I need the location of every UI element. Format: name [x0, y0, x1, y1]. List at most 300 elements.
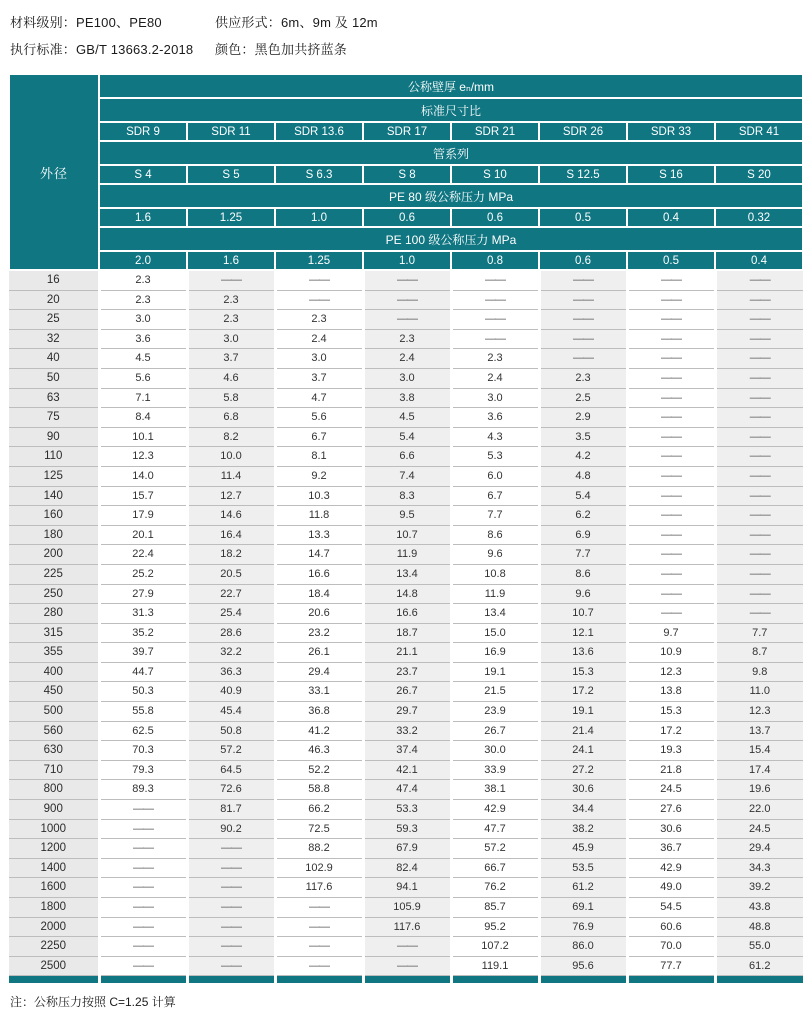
thickness-cell: —— — [627, 388, 715, 408]
thickness-cell: 79.3 — [99, 760, 187, 780]
thickness-cell: —— — [539, 310, 627, 330]
thickness-cell: 42.9 — [451, 800, 539, 820]
table-row — [9, 486, 803, 506]
thickness-cell: —— — [715, 427, 803, 447]
thickness-cell: 9.2 — [275, 466, 363, 486]
thickness-cell: 2.9 — [539, 408, 627, 428]
outer-diameter-cell: 280 — [9, 604, 99, 624]
thickness-cell: —— — [715, 447, 803, 467]
thickness-cell: 3.5 — [539, 427, 627, 447]
thickness-cell: 3.7 — [187, 349, 275, 369]
outer-diameter-cell: 355 — [9, 643, 99, 663]
thickness-cell: 60.6 — [627, 917, 715, 937]
color-text: 颜色：黑色加共挤蓝条 — [215, 42, 348, 57]
thickness-cell: 20.5 — [187, 564, 275, 584]
thickness-cell: 15.7 — [99, 486, 187, 506]
thickness-cell: 47.7 — [451, 819, 539, 839]
thickness-cell: —— — [715, 368, 803, 388]
thickness-cell: 34.3 — [715, 858, 803, 878]
outer-diameter-cell: 1600 — [9, 878, 99, 898]
series-header-cell: S 6.3 — [275, 165, 363, 184]
thickness-cell: 20.1 — [99, 525, 187, 545]
thickness-cell: 95.2 — [451, 917, 539, 937]
table-row — [9, 604, 803, 624]
series-header-cell: S 5 — [187, 165, 275, 184]
thickness-cell: 22.4 — [99, 545, 187, 565]
thickness-cell: 7.1 — [99, 388, 187, 408]
table-row — [9, 564, 803, 584]
thickness-cell: 41.2 — [275, 721, 363, 741]
thickness-cell: 43.8 — [715, 898, 803, 918]
thickness-cell: 3.8 — [363, 388, 451, 408]
thickness-cell: 30.0 — [451, 741, 539, 761]
outer-diameter-cell: 1000 — [9, 819, 99, 839]
outer-diameter-cell: 125 — [9, 466, 99, 486]
thickness-cell: 2.4 — [275, 329, 363, 349]
table-row — [9, 349, 803, 369]
table-body — [9, 270, 803, 976]
outer-diameter-cell: 1200 — [9, 839, 99, 859]
wall-thickness-header: 公称壁厚 eₙ/mm — [99, 74, 803, 98]
thickness-cell: —— — [715, 486, 803, 506]
thickness-cell: 5.4 — [539, 486, 627, 506]
thickness-cell: 10.3 — [275, 486, 363, 506]
thickness-cell: 90.2 — [187, 819, 275, 839]
thickness-cell: 77.7 — [627, 956, 715, 976]
thickness-cell: —— — [627, 486, 715, 506]
thickness-cell: —— — [99, 800, 187, 820]
pe80-pressure-cell: 0.4 — [627, 208, 715, 227]
thickness-cell: —— — [715, 604, 803, 624]
thickness-cell: 95.6 — [539, 956, 627, 976]
thickness-cell: —— — [451, 290, 539, 310]
thickness-cell: —— — [627, 329, 715, 349]
thickness-cell: —— — [99, 937, 187, 957]
sdr-header-cell: SDR 41 — [715, 122, 803, 141]
series-header-cell: S 10 — [451, 165, 539, 184]
thickness-cell: 72.5 — [275, 819, 363, 839]
thickness-cell: 19.1 — [451, 662, 539, 682]
thickness-cell: —— — [275, 917, 363, 937]
sdr-header-cell: SDR 11 — [187, 122, 275, 141]
thickness-cell: 8.7 — [715, 643, 803, 663]
table-row — [9, 721, 803, 741]
thickness-cell: —— — [275, 898, 363, 918]
thickness-cell: 69.1 — [539, 898, 627, 918]
thickness-cell: —— — [187, 956, 275, 976]
thickness-cell: 24.1 — [539, 741, 627, 761]
thickness-cell: 59.3 — [363, 819, 451, 839]
thickness-cell: 23.9 — [451, 702, 539, 722]
thickness-cell: 70.0 — [627, 937, 715, 957]
thickness-cell: 76.2 — [451, 878, 539, 898]
thickness-cell: —— — [627, 525, 715, 545]
thickness-cell: 2.3 — [99, 290, 187, 310]
outer-diameter-header: 外径 — [9, 74, 99, 270]
thickness-cell: 82.4 — [363, 858, 451, 878]
thickness-cell: 2.3 — [451, 349, 539, 369]
outer-diameter-cell: 450 — [9, 682, 99, 702]
thickness-cell: 38.1 — [451, 780, 539, 800]
pe100-pressure-cell: 2.0 — [99, 251, 187, 270]
thickness-cell: —— — [539, 290, 627, 310]
table-row — [9, 839, 803, 859]
pipe-series-header: 管系列 — [99, 141, 803, 165]
sdr-header-cell: SDR 13.6 — [275, 122, 363, 141]
thickness-cell: 72.6 — [187, 780, 275, 800]
thickness-cell: 18.7 — [363, 623, 451, 643]
thickness-cell: 27.2 — [539, 760, 627, 780]
thickness-cell: 12.3 — [99, 447, 187, 467]
table-row — [9, 545, 803, 565]
thickness-cell: —— — [715, 310, 803, 330]
thickness-cell: 24.5 — [715, 819, 803, 839]
thickness-cell: 17.2 — [539, 682, 627, 702]
thickness-cell: 11.9 — [451, 584, 539, 604]
table-row — [9, 584, 803, 604]
thickness-cell: 3.0 — [451, 388, 539, 408]
material-grade-text: 材料级别：PE100、PE80 — [10, 15, 162, 30]
sdr-section-header: 标准尺寸比 — [99, 98, 803, 122]
thickness-cell: 30.6 — [539, 780, 627, 800]
thickness-cell: —— — [99, 917, 187, 937]
outer-diameter-cell: 900 — [9, 800, 99, 820]
pe100-pressure-cell: 0.4 — [715, 251, 803, 270]
thickness-cell: 17.9 — [99, 506, 187, 526]
thickness-cell: 117.6 — [363, 917, 451, 937]
thickness-cell: 29.4 — [715, 839, 803, 859]
pe100-pressure-cell: 1.25 — [275, 251, 363, 270]
thickness-cell: 33.2 — [363, 721, 451, 741]
thickness-cell: 11.4 — [187, 466, 275, 486]
thickness-cell: 2.4 — [363, 349, 451, 369]
thickness-cell: —— — [187, 898, 275, 918]
thickness-cell: 26.7 — [363, 682, 451, 702]
outer-diameter-cell: 710 — [9, 760, 99, 780]
thickness-cell: 13.7 — [715, 721, 803, 741]
thickness-cell: 27.6 — [627, 800, 715, 820]
thickness-cell: —— — [627, 368, 715, 388]
thickness-cell: —— — [715, 584, 803, 604]
thickness-cell: 10.1 — [99, 427, 187, 447]
thickness-cell: 2.3 — [275, 310, 363, 330]
thickness-cell: 4.5 — [99, 349, 187, 369]
pe100-pressure-cell: 0.6 — [539, 251, 627, 270]
outer-diameter-cell: 560 — [9, 721, 99, 741]
thickness-cell: 36.7 — [627, 839, 715, 859]
thickness-cell: 29.4 — [275, 662, 363, 682]
sdr-header-cell: SDR 33 — [627, 122, 715, 141]
pe100-pressure-cell: 1.6 — [187, 251, 275, 270]
thickness-cell: 5.6 — [275, 408, 363, 428]
outer-diameter-cell: 200 — [9, 545, 99, 565]
thickness-cell: —— — [715, 388, 803, 408]
footnote-text: 注：公称压力按照 C=1.25 计算 — [10, 995, 176, 1010]
thickness-cell: —— — [99, 819, 187, 839]
thickness-cell: 28.6 — [187, 623, 275, 643]
outer-diameter-cell: 315 — [9, 623, 99, 643]
thickness-cell: 4.8 — [539, 466, 627, 486]
thickness-cell: 66.7 — [451, 858, 539, 878]
thickness-cell: 61.2 — [715, 956, 803, 976]
outer-diameter-cell: 90 — [9, 427, 99, 447]
thickness-cell: 38.2 — [539, 819, 627, 839]
sdr-header-cell: SDR 17 — [363, 122, 451, 141]
thickness-cell: —— — [715, 506, 803, 526]
thickness-cell: 105.9 — [363, 898, 451, 918]
thickness-cell: —— — [715, 270, 803, 290]
outer-diameter-cell: 110 — [9, 447, 99, 467]
thickness-cell: 21.8 — [627, 760, 715, 780]
thickness-cell: 49.0 — [627, 878, 715, 898]
thickness-cell: 10.7 — [363, 525, 451, 545]
pe80-pressure-cell: 1.25 — [187, 208, 275, 227]
series-values-row — [9, 165, 803, 184]
outer-diameter-cell: 160 — [9, 506, 99, 526]
thickness-cell: 29.7 — [363, 702, 451, 722]
thickness-cell: —— — [363, 290, 451, 310]
thickness-cell: 117.6 — [275, 878, 363, 898]
thickness-cell: —— — [627, 290, 715, 310]
thickness-cell: 13.3 — [275, 525, 363, 545]
thickness-cell: —— — [451, 329, 539, 349]
thickness-cell: 5.8 — [187, 388, 275, 408]
thickness-cell: 4.5 — [363, 408, 451, 428]
outer-diameter-cell: 500 — [9, 702, 99, 722]
thickness-cell: 6.6 — [363, 447, 451, 467]
thickness-cell: 12.7 — [187, 486, 275, 506]
thickness-cell: 13.4 — [363, 564, 451, 584]
table-row — [9, 800, 803, 820]
table-header — [9, 74, 803, 270]
pe100-pressure-cell: 1.0 — [363, 251, 451, 270]
thickness-cell: 11.9 — [363, 545, 451, 565]
thickness-cell: 12.1 — [539, 623, 627, 643]
thickness-cell: 22.7 — [187, 584, 275, 604]
table-row — [9, 310, 803, 330]
thickness-cell: 2.5 — [539, 388, 627, 408]
thickness-cell: 13.6 — [539, 643, 627, 663]
thickness-cell: 3.6 — [451, 408, 539, 428]
thickness-cell: 40.9 — [187, 682, 275, 702]
outer-diameter-cell: 63 — [9, 388, 99, 408]
thickness-cell: 5.3 — [451, 447, 539, 467]
series-header-cell: S 12.5 — [539, 165, 627, 184]
thickness-cell: 15.4 — [715, 741, 803, 761]
table-row — [9, 682, 803, 702]
thickness-cell: 25.4 — [187, 604, 275, 624]
thickness-cell: 6.7 — [451, 486, 539, 506]
thickness-cell: 3.0 — [275, 349, 363, 369]
sdr-header-cell: SDR 21 — [451, 122, 539, 141]
thickness-cell: 10.8 — [451, 564, 539, 584]
pe100-pressure-cell: 0.5 — [627, 251, 715, 270]
table-row — [9, 937, 803, 957]
thickness-cell: 2.3 — [99, 270, 187, 290]
thickness-cell: 85.7 — [451, 898, 539, 918]
table-row — [9, 623, 803, 643]
thickness-cell: 39.7 — [99, 643, 187, 663]
thickness-cell: —— — [627, 310, 715, 330]
table-row — [9, 270, 803, 290]
thickness-cell: 37.4 — [363, 741, 451, 761]
thickness-cell: 4.3 — [451, 427, 539, 447]
thickness-cell: —— — [715, 349, 803, 369]
thickness-cell: —— — [627, 447, 715, 467]
thickness-cell: 10.9 — [627, 643, 715, 663]
thickness-cell: —— — [363, 956, 451, 976]
pe100-values-row — [9, 251, 803, 270]
thickness-cell: 18.4 — [275, 584, 363, 604]
table-row — [9, 878, 803, 898]
thickness-cell: —— — [99, 898, 187, 918]
thickness-cell: 12.3 — [715, 702, 803, 722]
thickness-cell: —— — [451, 270, 539, 290]
table-row — [9, 819, 803, 839]
thickness-cell: 67.9 — [363, 839, 451, 859]
thickness-cell: 11.8 — [275, 506, 363, 526]
thickness-cell: —— — [627, 506, 715, 526]
thickness-cell: 10.7 — [539, 604, 627, 624]
thickness-cell: —— — [539, 329, 627, 349]
thickness-cell: 14.6 — [187, 506, 275, 526]
thickness-cell: —— — [627, 427, 715, 447]
thickness-cell: 8.3 — [363, 486, 451, 506]
table-row — [9, 329, 803, 349]
outer-diameter-cell: 180 — [9, 525, 99, 545]
outer-diameter-cell: 40 — [9, 349, 99, 369]
thickness-cell: 45.9 — [539, 839, 627, 859]
table-row — [9, 447, 803, 467]
outer-diameter-cell: 1800 — [9, 898, 99, 918]
thickness-cell: —— — [275, 270, 363, 290]
table-row — [9, 662, 803, 682]
outer-diameter-cell: 2250 — [9, 937, 99, 957]
thickness-cell: —— — [539, 270, 627, 290]
thickness-cell: 19.1 — [539, 702, 627, 722]
thickness-cell: 54.5 — [627, 898, 715, 918]
thickness-cell: —— — [275, 290, 363, 310]
thickness-cell: 22.0 — [715, 800, 803, 820]
pe80-pressure-cell: 0.6 — [451, 208, 539, 227]
outer-diameter-cell: 400 — [9, 662, 99, 682]
table-row — [9, 427, 803, 447]
thickness-cell: 14.7 — [275, 545, 363, 565]
thickness-cell: 6.9 — [539, 525, 627, 545]
table-row — [9, 956, 803, 976]
thickness-cell: 86.0 — [539, 937, 627, 957]
table-row — [9, 780, 803, 800]
thickness-cell: —— — [187, 839, 275, 859]
thickness-cell: 21.4 — [539, 721, 627, 741]
thickness-cell: 55.8 — [99, 702, 187, 722]
outer-diameter-cell: 140 — [9, 486, 99, 506]
thickness-cell: 2.4 — [451, 368, 539, 388]
thickness-cell: 102.9 — [275, 858, 363, 878]
thickness-cell: 9.5 — [363, 506, 451, 526]
thickness-cell: 14.0 — [99, 466, 187, 486]
thickness-cell: 33.9 — [451, 760, 539, 780]
thickness-cell: 55.0 — [715, 937, 803, 957]
thickness-cell: 5.4 — [363, 427, 451, 447]
thickness-cell: —— — [187, 858, 275, 878]
thickness-cell: 20.6 — [275, 604, 363, 624]
supply-form-text: 供应形式：6m、9m 及 12m — [215, 15, 378, 30]
thickness-cell: —— — [187, 937, 275, 957]
thickness-cell: 25.2 — [99, 564, 187, 584]
thickness-cell: 21.5 — [451, 682, 539, 702]
thickness-cell: —— — [627, 584, 715, 604]
thickness-cell: 3.0 — [363, 368, 451, 388]
thickness-cell: 50.8 — [187, 721, 275, 741]
table-row — [9, 898, 803, 918]
thickness-cell: 34.4 — [539, 800, 627, 820]
thickness-cell: 17.2 — [627, 721, 715, 741]
thickness-cell: 52.2 — [275, 760, 363, 780]
thickness-cell: —— — [99, 839, 187, 859]
table-row — [9, 290, 803, 310]
thickness-cell: —— — [275, 956, 363, 976]
thickness-cell: 3.0 — [99, 310, 187, 330]
table-row — [9, 466, 803, 486]
table-row — [9, 741, 803, 761]
outer-diameter-cell: 225 — [9, 564, 99, 584]
thickness-cell: —— — [363, 270, 451, 290]
outer-diameter-cell: 800 — [9, 780, 99, 800]
thickness-cell: —— — [715, 408, 803, 428]
pe80-pressure-cell: 1.0 — [275, 208, 363, 227]
thickness-cell: 4.2 — [539, 447, 627, 467]
thickness-cell: —— — [715, 545, 803, 565]
table-row — [9, 643, 803, 663]
thickness-cell: 47.4 — [363, 780, 451, 800]
thickness-cell: 107.2 — [451, 937, 539, 957]
thickness-cell: 7.4 — [363, 466, 451, 486]
thickness-cell: —— — [627, 604, 715, 624]
thickness-cell: 48.8 — [715, 917, 803, 937]
thickness-cell: 2.3 — [539, 368, 627, 388]
thickness-cell: 15.3 — [627, 702, 715, 722]
table-row — [9, 408, 803, 428]
thickness-cell: 119.1 — [451, 956, 539, 976]
table-row — [9, 525, 803, 545]
thickness-cell: 8.6 — [451, 525, 539, 545]
thickness-cell: —— — [627, 349, 715, 369]
thickness-cell: 9.6 — [539, 584, 627, 604]
thickness-cell: 5.6 — [99, 368, 187, 388]
sdr-header-cell: SDR 26 — [539, 122, 627, 141]
pe80-pressure-cell: 0.5 — [539, 208, 627, 227]
thickness-cell: 66.2 — [275, 800, 363, 820]
table-row — [9, 388, 803, 408]
thickness-cell: 8.4 — [99, 408, 187, 428]
outer-diameter-cell: 25 — [9, 310, 99, 330]
thickness-cell: 16.6 — [275, 564, 363, 584]
pe80-pressure-cell: 0.32 — [715, 208, 803, 227]
thickness-cell: —— — [187, 917, 275, 937]
thickness-cell: 70.3 — [99, 741, 187, 761]
thickness-cell: 23.7 — [363, 662, 451, 682]
thickness-cell: 33.1 — [275, 682, 363, 702]
thickness-cell: 2.3 — [187, 290, 275, 310]
outer-diameter-cell: 20 — [9, 290, 99, 310]
thickness-cell: —— — [627, 564, 715, 584]
thickness-cell: 8.2 — [187, 427, 275, 447]
thickness-cell: 58.8 — [275, 780, 363, 800]
thickness-cell: 61.2 — [539, 878, 627, 898]
thickness-cell: 15.0 — [451, 623, 539, 643]
outer-diameter-cell: 75 — [9, 408, 99, 428]
